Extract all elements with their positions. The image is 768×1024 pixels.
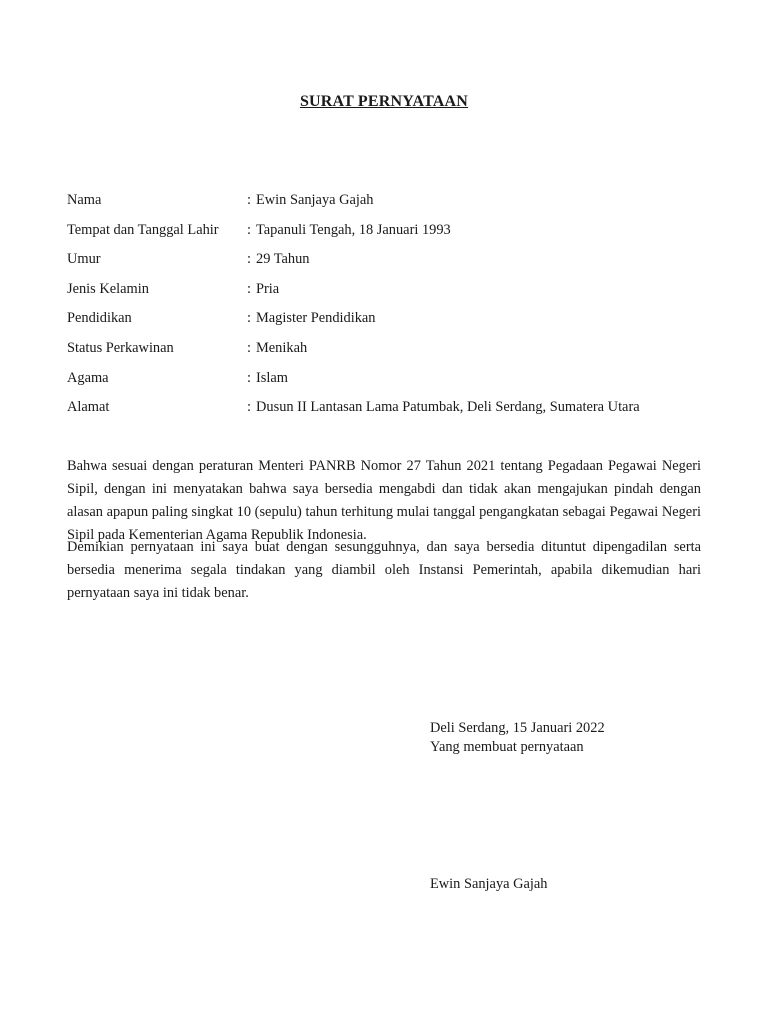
field-value: 29 Tahun <box>256 251 310 268</box>
field-label: Tempat dan Tanggal Lahir <box>67 221 219 238</box>
signatory-name: Ewin Sanjaya Gajah <box>430 876 548 892</box>
field-colon: : <box>247 399 251 416</box>
field-colon: : <box>247 192 251 208</box>
field-value: Pria <box>256 280 280 297</box>
field-label: Status Perkawinan <box>67 339 174 356</box>
field-row-tempat-tanggal-lahir <box>67 220 707 250</box>
field-row-alamat <box>67 397 707 427</box>
field-row-jenis-kelamin <box>67 279 707 309</box>
document-title: SURAT PERNYATAAN <box>299 93 469 110</box>
field-row-umur <box>67 249 707 279</box>
field-label: Umur <box>67 251 101 268</box>
field-colon: : <box>247 251 251 268</box>
field-colon: : <box>247 280 251 297</box>
field-colon: : <box>247 339 251 356</box>
field-label: Jenis Kelamin <box>67 280 149 297</box>
field-colon: : <box>247 369 251 386</box>
identity-fields <box>67 190 707 427</box>
signature-place-date: Deli Serdang, 15 Januari 2022 <box>430 720 605 736</box>
field-label: Agama <box>67 369 109 386</box>
field-label: Alamat <box>67 399 110 416</box>
field-label: Pendidikan <box>67 310 132 327</box>
field-colon: : <box>247 310 251 327</box>
field-row-pendidikan <box>67 308 707 338</box>
statement-paragraph: Bahwa sesuai dengan peraturan Menteri PANRB Nomor 27 Tahun 2021 tentang Pegadaan Pegawai Negeri Sipil, dengan ini menyatakan bahwa saya bersedia mengabdi dan tidak akan mengajukan pindah dengan alasan apapun paling singkat 10 (sepulu) tahun terhitung mulai tanggal pengangkatan sebagai Pegawai Negeri Sipil pada Kementerian Agama Republik Indonesia. <box>67 458 701 543</box>
field-value: Islam <box>256 369 288 386</box>
field-value: Ewin Sanjaya Gajah <box>256 192 374 208</box>
field-row-agama <box>67 368 707 398</box>
closing-paragraph: Demikian pernyataan ini saya buat dengan sesungguhnya, dan saya bersedia dituntut dipengadilan serta bersedia menerima segala tindakan yang diambil oleh Instansi Pemerintah, apabila dikemudian hari pernyataan saya ini tidak benar. <box>67 539 701 601</box>
field-row-status-perkawinan <box>67 338 707 368</box>
field-colon: : <box>247 221 251 238</box>
field-label: Nama <box>67 192 102 208</box>
field-value: Magister Pendidikan <box>256 310 376 327</box>
field-value: Tapanuli Tengah, 18 Januari 1993 <box>256 221 451 238</box>
signature-caption: Yang membuat pernyataan <box>430 739 584 755</box>
field-row-nama <box>67 190 707 220</box>
field-value: Menikah <box>256 339 308 356</box>
field-value: Dusun II Lantasan Lama Patumbak, Deli Serdang, Sumatera Utara <box>256 399 640 416</box>
